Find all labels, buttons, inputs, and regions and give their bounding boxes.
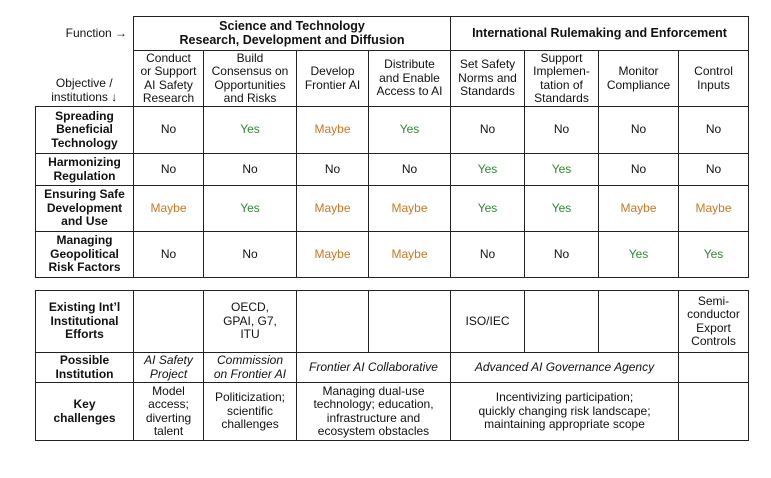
cell-value: No [134, 154, 204, 186]
row-label: Possible Institution [36, 353, 134, 383]
cell-value: ISO/IEC [451, 291, 525, 353]
cell-value: Yes [525, 154, 599, 186]
cell-value: Yes [369, 107, 451, 154]
empty-cell [525, 291, 599, 353]
cell-value: Politicization; scientific challenges [204, 383, 297, 441]
cell-value: Maybe [369, 232, 451, 278]
row-label: Existing Int’l Institutional Efforts [36, 291, 134, 353]
row-label: Key challenges [36, 383, 134, 441]
cell-value: Model access; diverting talent [134, 383, 204, 441]
table-row [36, 291, 749, 353]
cell-value: Maybe [134, 186, 204, 232]
objective-axis-label: Objective / institutions ↓ [51, 76, 118, 104]
empty-cell [369, 291, 451, 353]
cell-value: No [297, 154, 369, 186]
cell-value: No [599, 154, 679, 186]
cell-value: Incentivizing participation; quickly changing risk landscape; maintaining appropriate scope [451, 383, 679, 441]
cell-value: No [369, 154, 451, 186]
cell-value: Managing dual-use technology; education, infrastructure and ecosystem obstacles [297, 383, 451, 441]
cell-value: Commission on Frontier AI [204, 353, 297, 383]
cell-value: OECD, GPAI, G7, ITU [204, 291, 297, 353]
cell-value: Yes [204, 186, 297, 232]
function-axis-label: Function → [65, 25, 127, 40]
cell-value: No [451, 232, 525, 278]
column-header: Support Implemen- tation of Standards [525, 51, 599, 107]
cell-value: No [525, 232, 599, 278]
cell-value: Maybe [297, 232, 369, 278]
table-row [36, 232, 749, 278]
cell-value: No [525, 107, 599, 154]
empty-cell [679, 353, 749, 383]
empty-cell [679, 383, 749, 441]
cell-value: Yes [204, 107, 297, 154]
empty-cell [599, 291, 679, 353]
column-header: Control Inputs [679, 51, 749, 107]
cell-value: Maybe [599, 186, 679, 232]
row-label: Managing Geopolitical Risk Factors [36, 232, 134, 278]
empty-cell [134, 291, 204, 353]
cell-value: Semi- conductor Export Controls [679, 291, 749, 353]
cell-value: No [451, 107, 525, 154]
row-label: Ensuring Safe Development and Use [36, 186, 134, 232]
cell-value: No [599, 107, 679, 154]
cell-value: Maybe [369, 186, 451, 232]
cell-value: Maybe [297, 186, 369, 232]
cell-value: No [679, 107, 749, 154]
cell-value: AI Safety Project [134, 353, 204, 383]
cell-value: No [204, 154, 297, 186]
row-label: Harmonizing Regulation [36, 154, 134, 186]
table-row [36, 383, 749, 441]
cell-value: Yes [451, 186, 525, 232]
table-row [36, 186, 749, 232]
column-header: Set Safety Norms and Standards [451, 51, 525, 107]
table-row [36, 107, 749, 154]
empty-cell [297, 291, 369, 353]
cell-value: Maybe [679, 186, 749, 232]
functions-objectives-table [35, 16, 749, 278]
column-header: Build Consensus on Opportunities and Risks [204, 51, 297, 107]
group-international-rulemaking: International Rulemaking and Enforcement [451, 17, 749, 51]
cell-value: Advanced AI Governance Agency [451, 353, 679, 383]
row-label: Spreading Beneficial Technology [36, 107, 134, 154]
column-header: Develop Frontier AI [297, 51, 369, 107]
institutions-table [35, 290, 749, 441]
cell-value: No [204, 232, 297, 278]
column-header: Conduct or Support AI Safety Research [134, 51, 204, 107]
cell-value: Frontier AI Collaborative [297, 353, 451, 383]
cell-value: Yes [599, 232, 679, 278]
group-science-technology: Science and Technology Research, Development and Diffusion [134, 17, 451, 51]
cell-value: Yes [525, 186, 599, 232]
table-row [36, 154, 749, 186]
table-row [36, 353, 749, 383]
cell-value: No [134, 107, 204, 154]
column-header: Distribute and Enable Access to AI [369, 51, 451, 107]
cell-value: No [134, 232, 204, 278]
cell-value: No [679, 154, 749, 186]
cell-value: Yes [451, 154, 525, 186]
cell-value: Maybe [297, 107, 369, 154]
cell-value: Yes [679, 232, 749, 278]
column-header: Monitor Compliance [599, 51, 679, 107]
